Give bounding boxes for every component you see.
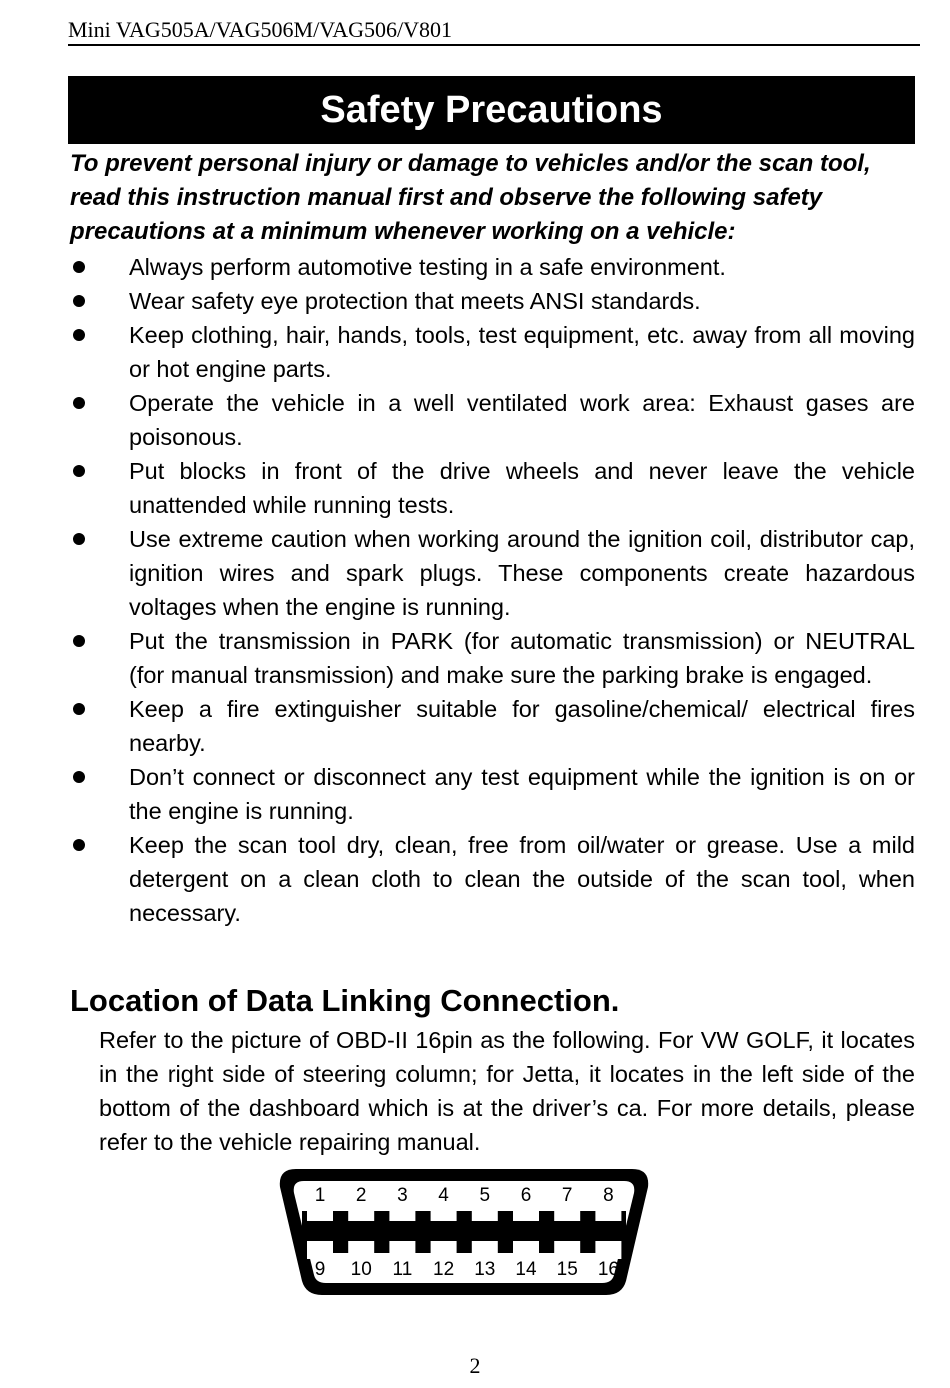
bullet-icon bbox=[73, 295, 85, 307]
bullet-icon bbox=[73, 465, 85, 477]
list-item bbox=[70, 318, 915, 386]
pin-label: 16 bbox=[597, 1259, 619, 1280]
bullet-icon bbox=[73, 397, 85, 409]
list-item bbox=[70, 454, 915, 522]
list-item bbox=[70, 522, 915, 624]
list-item bbox=[70, 828, 915, 930]
bullet-icon bbox=[73, 261, 85, 273]
list-item bbox=[70, 284, 915, 318]
list-item-text: Don’t connect or disconnect any test equipment while the ignition is on or the engine is running. bbox=[129, 764, 915, 824]
bullet-icon bbox=[73, 839, 85, 851]
bullet-icon bbox=[73, 635, 85, 647]
bullet-icon bbox=[73, 771, 85, 783]
page-header: Mini VAG505A/VAG506M/VAG506/V801 bbox=[68, 16, 920, 46]
list-item bbox=[70, 760, 915, 828]
bullet-icon bbox=[73, 329, 85, 341]
list-item bbox=[70, 692, 915, 760]
pin-label: 6 bbox=[520, 1185, 532, 1206]
pin-slot bbox=[595, 1241, 621, 1259]
pin-label: 7 bbox=[561, 1185, 573, 1206]
list-item-text: Use extreme caution when working around the ignition coil, distributor cap, ignition wires and spark plugs. These components create hazardous voltages when the engine is running. bbox=[129, 526, 915, 620]
list-item-text: Put the transmission in PARK (for automatic transmission) or NEUTRAL (for manual transmission) and make sure the parking brake is engaged. bbox=[129, 628, 915, 688]
pin-slot bbox=[554, 1241, 580, 1259]
pin-label: 9 bbox=[314, 1259, 326, 1280]
pin-slot bbox=[472, 1241, 498, 1259]
pin-label: 13 bbox=[474, 1259, 496, 1280]
pin-slot bbox=[389, 1241, 415, 1259]
bullet-icon bbox=[73, 533, 85, 545]
pin-label: 10 bbox=[350, 1259, 372, 1280]
pin-label: 5 bbox=[479, 1185, 491, 1206]
list-item-text: Keep the scan tool dry, clean, free from oil/water or grease. Use a mild detergent on a clean cloth to clean the outside of the scan tool, when necessary. bbox=[129, 832, 915, 926]
section-heading: Location of Data Linking Connection. bbox=[70, 983, 620, 1018]
list-item-text: Operate the vehicle in a well ventilated work area: Exhaust gases are poisonous. bbox=[129, 390, 915, 450]
list-item bbox=[70, 386, 915, 454]
pin-label: 11 bbox=[392, 1259, 413, 1280]
pin-slot bbox=[348, 1241, 374, 1259]
pin-slot bbox=[431, 1241, 457, 1259]
list-item-text: Keep clothing, hair, hands, tools, test equipment, etc. away from all moving or hot engine parts. bbox=[129, 322, 915, 382]
page-number: 2 bbox=[469, 1353, 481, 1378]
pin-label: 2 bbox=[355, 1185, 367, 1206]
pin-label: 15 bbox=[556, 1259, 578, 1280]
pin-label: 14 bbox=[515, 1259, 537, 1280]
section-banner: Safety Precautions bbox=[68, 76, 915, 144]
pin-label: 3 bbox=[397, 1185, 408, 1206]
list-item-text: Keep a fire extinguisher suitable for gasoline/chemical/ electrical fires nearby. bbox=[129, 696, 915, 756]
list-item-text: Put blocks in front of the drive wheels and never leave the vehicle unattended while running tests. bbox=[129, 458, 915, 518]
list-item-text: Wear safety eye protection that meets ANSI standards. bbox=[129, 288, 701, 314]
pin-label: 4 bbox=[438, 1185, 449, 1206]
list-item bbox=[70, 624, 915, 692]
pin-slot bbox=[513, 1241, 539, 1259]
pin-slot bbox=[307, 1241, 333, 1259]
pin-label: 1 bbox=[314, 1185, 326, 1206]
list-item-text: Always perform automotive testing in a safe environment. bbox=[129, 254, 726, 280]
section-paragraph: Refer to the picture of OBD-II 16pin as the following. For VW GOLF, it locates in the right side of steering column; for Jetta, it locates in the left side of the bottom of the dashboard which is at the driver’s ca. For more details, please refer to the vehicle repairing manual. bbox=[99, 1027, 915, 1155]
pin-label: 8 bbox=[603, 1185, 614, 1206]
list-item bbox=[70, 250, 915, 284]
obd2-connector-diagram bbox=[274, 1163, 654, 1299]
bullet-icon bbox=[73, 703, 85, 715]
pin-label: 12 bbox=[433, 1259, 455, 1280]
intro-paragraph: To prevent personal injury or damage to vehicles and/or the scan tool, read this instruction manual first and observe the following safety precautions at a minimum whenever working on a vehicle: bbox=[70, 150, 871, 245]
safety-list bbox=[70, 250, 915, 930]
